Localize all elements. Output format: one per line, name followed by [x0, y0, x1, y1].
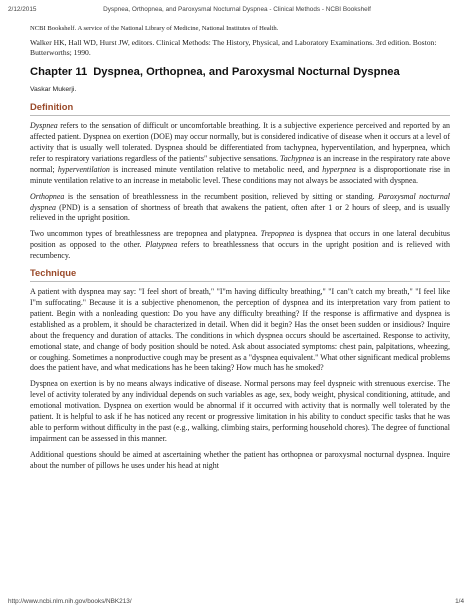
term-tachypnea: Tachypnea — [280, 153, 315, 163]
section-heading-technique: Technique — [30, 267, 450, 282]
definition-paragraph-3 — [30, 229, 450, 262]
print-date: 2/12/2015 — [8, 6, 37, 13]
text-run: is dyspnea that occurs in one lateral decubitus position as opposed to the other. — [30, 229, 450, 250]
print-title: Dyspnea, Orthopnea, and Paroxysmal Nocturnal Dyspnea - Clinical Methods - NCBI Bookshelf — [103, 6, 371, 13]
text-run: is an increase in the respiratory rate above normal; — [30, 153, 450, 174]
print-header — [0, 6, 474, 18]
author: Vaskar Mukerji. — [30, 86, 77, 94]
term-hyperventilation: hyperventilation — [57, 164, 110, 174]
text-run: refers to the sensation of difficult or uncomfortable breathing. It is a subjective experience perceived and reported by an affected patient. Dyspnea on exertion (DOE) may occur normally, but is considered indicative of disease when it occurs at a level of activity that is usually well tolerated. Dyspnea should be differentiated from tachypnea, hyperventilation, and hyperpnea, which refer to respiratory variations regardless of the patients" subjective sensations. — [30, 121, 450, 163]
page-number: 1/4 — [455, 598, 464, 605]
text-run: is a disproportionate rise in minute ventilation relative to an increase in metabolic level. These conditions may not always be associated with dyspnea. — [30, 164, 450, 185]
term-orthopnea: Orthopnea — [30, 191, 65, 201]
technique-paragraph-2: Dyspnea on exertion is by no means always indicative of disease. Normal persons may feel dyspneic with strenuous exercise. The level of activity tolerated by any individual depends on such variables as age, sex, body weight, physical conditioning, attitude, and emotional motivation. Dyspnea on exertion would be abnormal if it occurred with activity that is normally well tolerated by the patient. It is helpful to ask if he has noticed any recent or progressive limitation in his ability to conduct specific tasks that he was able to perform without difficulty in the past (e.g., walking, climbing stairs, performing household chores). The degree of functional impairment can be assessed in this manner. — [30, 379, 450, 443]
term-trepopnea: Trepopnea — [260, 229, 295, 239]
section-heading-definition: Definition — [30, 101, 450, 116]
chapter-title-text: Dyspnea, Orthopnea, and Paroxysmal Nocturnal Dyspnea — [93, 66, 400, 79]
text-run: (PND) is a sensation of shortness of breath that awakens the patient, often after 1 or 2 hours of sleep, and is usually relieved in the upright position. — [30, 202, 450, 223]
technique-paragraph-3: Additional questions should be aimed at ascertaining whether the patient has orthopnea or paroxysmal nocturnal dyspnea. Inquire about the number of pillows he uses under his head at night — [30, 449, 450, 470]
document-page — [30, 24, 450, 477]
page-url[interactable]: http://www.ncbi.nlm.nih.gov/books/NBK213/ — [8, 598, 132, 605]
chapter-number: Chapter 11 — [30, 66, 88, 79]
term-hyperpnea: hyperpnea — [322, 164, 356, 174]
print-footer — [0, 598, 474, 610]
technique-paragraph-1: A patient with dyspnea may say: "I feel short of breath," "I"m having difficulty breathing," "I can"t catch my breath," "I feel like I"m suffocating." Because it is a subjective phenomenon, the perception of dyspnea and its interpretation vary from patient to patient. Begin with a nonleading question: Do you have any difficulty breathing? If the response is affirmative and dyspnea is established as a problem, it should be characterized in detail. When did it begin? Has the onset been sudden or insidious? Inquire about the frequency and duration of attacks. The conditions in which dyspnea occurs should be ascertained. Response to activity, emotional state, and change of body position should be noted. Ask about associated symptoms: chest pain, palpitations, wheezing, or coughing. Sometimes a nonproductive cough may be present as a "dyspnea equivalent." What other significant medical problems does the patient have, and what medications has he been taking? How much has he smoked? — [30, 287, 450, 373]
term-pnd: Paroxysmal nocturnal dyspnea — [30, 191, 450, 212]
text-run: is the sensation of breathlessness in the recumbent position, relieved by sitting or standing. — [64, 191, 379, 201]
citation: Walker HK, Hall WD, Hurst JW, editors. Clinical Methods: The History, Physical, and Laboratory Examinations. 3rd edition. Boston: Butterworths; 1990. — [30, 38, 437, 57]
text-run: refers to breathlessness that occurs in the upright position and is relieved with recumbency. — [30, 240, 451, 261]
text-run: is increased minute ventilation relative to metabolic need, and — [109, 164, 323, 174]
chapter-title — [30, 65, 450, 79]
bookshelf-notice: NCBI Bookshelf. A service of the National Library of Medicine, National Institutes of Health. — [30, 25, 279, 32]
term-platypnea: Platypnea — [145, 240, 178, 250]
definition-paragraph-1 — [30, 121, 450, 186]
term-dyspnea: Dyspnea — [30, 121, 58, 131]
text-run: Two uncommon types of breathlessness are trepopnea and platypnea. — [30, 229, 261, 239]
definition-paragraph-2 — [30, 192, 450, 225]
